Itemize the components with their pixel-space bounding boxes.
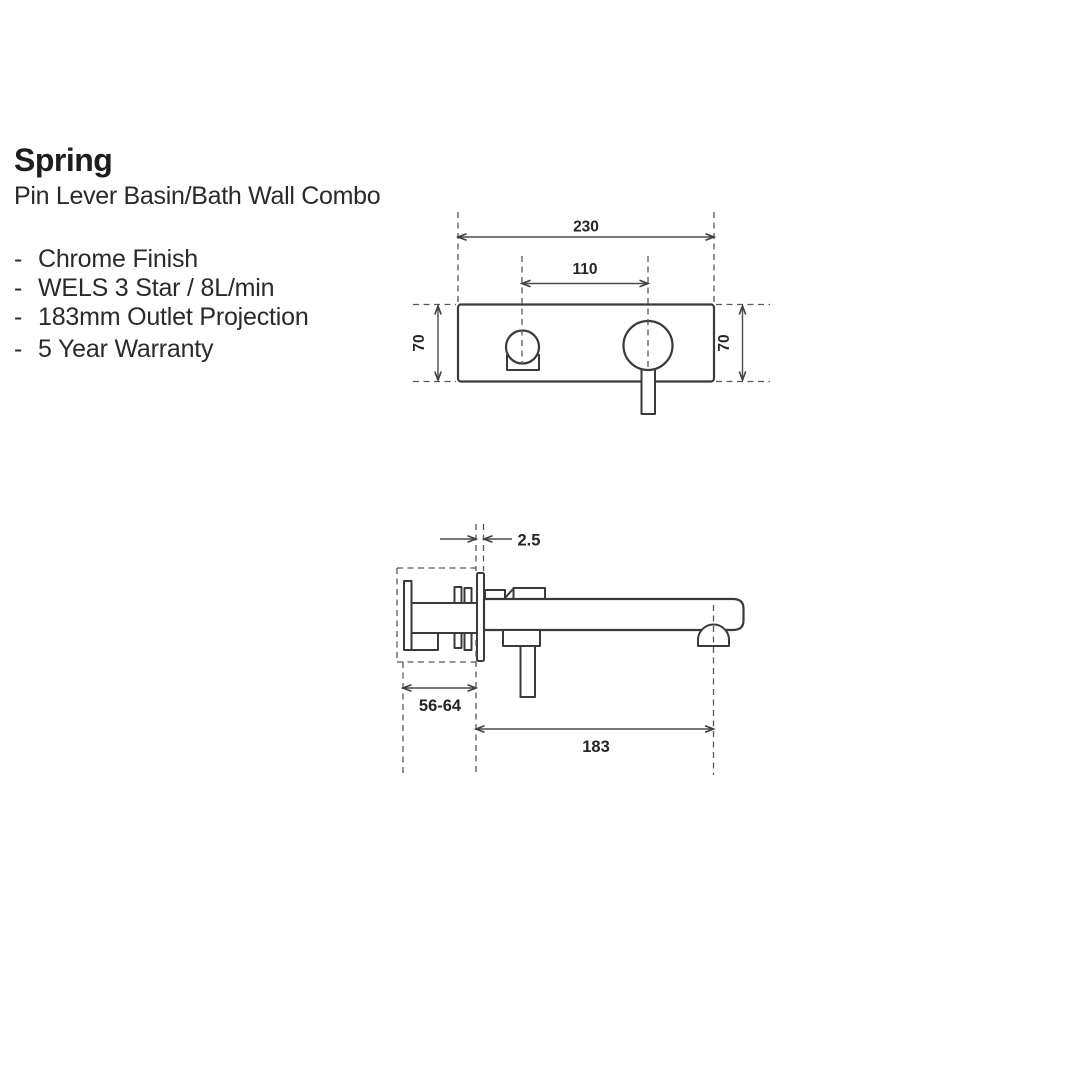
mounting-nut bbox=[465, 633, 472, 650]
mounting-nut bbox=[455, 587, 462, 603]
product-title: Spring bbox=[14, 142, 113, 178]
pin-lever-handle bbox=[521, 646, 536, 697]
product-info bbox=[14, 144, 394, 364]
valve-foot bbox=[412, 633, 439, 650]
handle-collar bbox=[503, 630, 540, 646]
feature-list bbox=[14, 245, 394, 364]
side-view-drawing bbox=[380, 510, 790, 790]
wall-plate-front bbox=[458, 305, 714, 382]
feature-item bbox=[14, 274, 394, 303]
feature-text: Chrome Finish bbox=[38, 244, 198, 273]
mounting-nut bbox=[455, 633, 462, 648]
front-view-drawing bbox=[400, 195, 780, 435]
dim-wall-depth-label: 56-64 bbox=[418, 697, 462, 715]
valve-back-flange bbox=[404, 581, 412, 650]
feature-item bbox=[14, 303, 394, 332]
feature-item bbox=[14, 335, 394, 364]
dim-plate-height-right-label: 70 bbox=[716, 334, 733, 352]
dim-outlet-projection-label: 183 bbox=[582, 738, 610, 756]
dim-hole-centres-label: 110 bbox=[572, 261, 598, 278]
cartridge-housing bbox=[514, 588, 546, 599]
dim-plate-width-label: 230 bbox=[573, 218, 599, 236]
feature-item bbox=[14, 245, 394, 274]
product-subtitle: Pin Lever Basin/Bath Wall Combo bbox=[14, 181, 381, 210]
cartridge-step bbox=[485, 590, 505, 599]
feature-text: 183mm Outlet Projection bbox=[38, 302, 309, 331]
dim-plate-height-left-label: 70 bbox=[411, 334, 428, 352]
bullet-dash: - bbox=[14, 273, 23, 302]
bullet-dash: - bbox=[14, 302, 23, 331]
lever-handle-front bbox=[642, 367, 656, 414]
dim-plate-thickness-label: 2.5 bbox=[517, 531, 541, 550]
bullet-dash: - bbox=[14, 334, 23, 363]
bullet-dash: - bbox=[14, 244, 23, 273]
mounting-nut bbox=[465, 588, 472, 603]
spout bbox=[484, 599, 744, 630]
feature-text: 5 Year Warranty bbox=[38, 334, 214, 363]
feature-text: WELS 3 Star / 8L/min bbox=[38, 273, 275, 302]
valve-body bbox=[412, 603, 478, 633]
